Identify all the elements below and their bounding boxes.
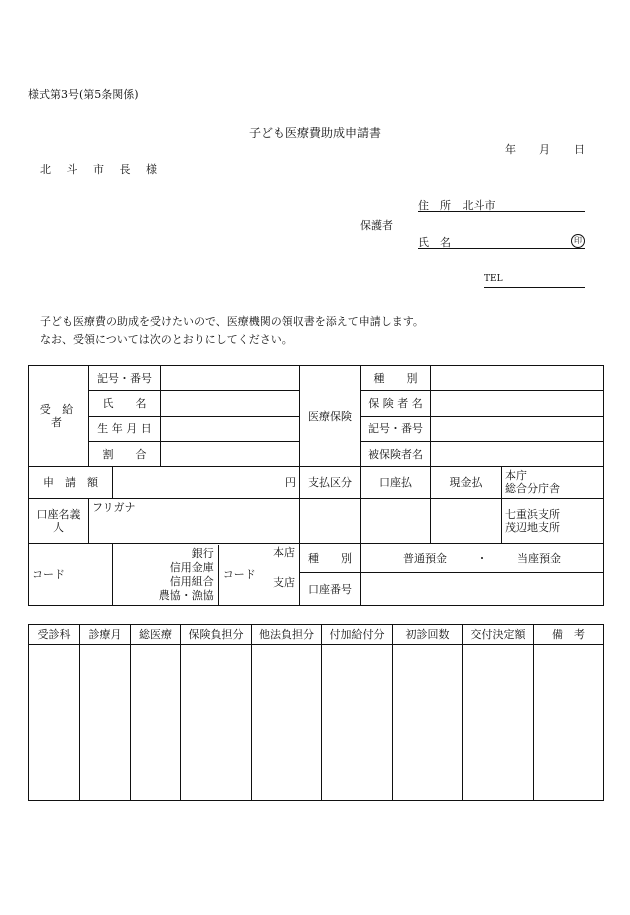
insurance-type-label: 種 別 [361,366,431,391]
office-main-option[interactable] [502,467,604,498]
yen-unit: 円 [285,475,296,489]
department-input[interactable] [29,645,80,801]
ratio-input[interactable] [161,441,300,466]
branch-nanae-label: 七重浜支所 [505,507,560,521]
code-label: コード [29,544,113,606]
insurer-name-label: 保 険 者 名 [361,391,431,416]
account-holder-label: 口座名義人 [29,498,89,544]
branch-label: 支店 [273,575,295,589]
insured-name-label: 被保険者名 [361,441,431,466]
account-payment-option[interactable]: 口座払 [361,467,431,498]
account-holder-blank-1 [300,498,361,544]
ordinary-deposit-option[interactable]: 普通預金 [403,551,447,565]
symbol-number-label: 記号・番号 [89,366,161,391]
ratio-label: 割 合 [89,441,161,466]
recipient-label: 受 給 者 [29,366,89,467]
header-department: 受診科 [29,625,80,645]
account-holder-input[interactable] [89,498,300,544]
cash-payment-option[interactable]: 現金払 [431,467,502,498]
bank-type-ja: 農協・漁協 [158,588,214,602]
page-title: 子ども医療費助成申請書 [249,126,382,140]
furigana-label: フリガナ [92,500,136,514]
account-number-label: 口座番号 [300,573,361,606]
remarks-input[interactable] [534,645,604,801]
application-table [28,365,604,606]
tel-label: TEL [484,274,503,284]
tel-field[interactable] [484,274,585,288]
head-office-label: 本店 [273,545,295,559]
header-treatment-month: 診療月 [80,625,131,645]
address-value: 北斗市 [462,199,496,212]
recipient-name-input[interactable] [161,391,300,416]
bank-type-shinkumi: 信用組合 [169,574,214,588]
application-amount-input[interactable] [113,467,300,498]
branch-code-cell[interactable] [218,545,299,605]
office-main-label: 本庁 [505,469,527,483]
header-additional-benefit: 付加給付分 [322,625,393,645]
name-label: 氏 名 [418,236,451,249]
account-holder-blank-3 [431,498,502,544]
seal-icon: 印 [571,234,585,248]
treatment-month-input[interactable] [80,645,131,801]
intro-line-2: なお、受領については次のとおりにしてください。 [40,333,293,346]
granted-amount-input[interactable] [463,645,534,801]
branch-office-option[interactable] [502,498,604,544]
insurance-symbol-number-label: 記号・番号 [361,416,431,441]
other-law-share-input[interactable] [252,645,322,801]
bank-type-shinkin: 信用金庫 [169,560,214,574]
branch-mobe-label: 茂辺地支所 [505,520,560,534]
date-month-label: 月 [539,143,550,156]
guardian-label: 保護者 [360,219,393,232]
account-type-label: 種 別 [300,544,361,573]
header-insurance-share: 保険負担分 [181,625,252,645]
detail-header-row [29,625,604,645]
total-medical-input[interactable] [131,645,181,801]
additional-benefit-input[interactable] [322,645,393,801]
insurance-type-input[interactable] [431,366,604,391]
bank-types [113,545,218,605]
insured-name-input[interactable] [431,441,604,466]
office-main-building-label: 総合分庁舎 [505,482,560,496]
detail-entry-row [29,645,604,801]
symbol-number-input[interactable] [161,366,300,391]
birthdate-label: 生 年 月 日 [89,416,161,441]
bank-type-bank: 銀行 [191,546,214,560]
insurer-name-input[interactable] [431,391,604,416]
code-label-2: コード [222,567,256,581]
header-remarks: 備 考 [534,625,604,645]
bank-code-cell[interactable] [113,544,300,606]
application-amount-label: 申 請 額 [29,467,113,498]
header-first-visit-count: 初診回数 [393,625,463,645]
insurance-share-input[interactable] [181,645,252,801]
date-day-label: 日 [574,143,585,156]
addressee: 北 斗 市 長 様 [40,163,163,176]
intro-line-1: 子ども医療費の助成を受けたいので、医療機関の領収書を添えて申請します。 [40,315,424,328]
address-label: 住 所 [418,199,451,212]
account-number-input[interactable] [361,573,604,606]
header-granted-amount: 交付決定額 [463,625,534,645]
birthdate-input[interactable] [161,416,300,441]
header-other-law-share: 他法負担分 [252,625,322,645]
guardian-name-field[interactable] [418,234,585,249]
insurance-symbol-number-input[interactable] [431,416,604,441]
guardian-address-field[interactable] [418,197,585,212]
account-type-options[interactable] [361,544,604,573]
option-separator: ・ [476,551,488,565]
header-total-medical: 総医療 [131,625,181,645]
medical-detail-table [28,624,604,801]
payment-category-label: 支払区分 [300,467,361,498]
first-visit-count-input[interactable] [393,645,463,801]
account-holder-blank-2 [361,498,431,544]
current-deposit-option[interactable]: 当座預金 [517,551,561,565]
date-year-label: 年 [505,143,516,156]
form-number: 様式第3号(第5条関係) [28,88,139,101]
recipient-name-label: 氏 名 [89,391,161,416]
insurance-label: 医療保険 [300,366,361,467]
